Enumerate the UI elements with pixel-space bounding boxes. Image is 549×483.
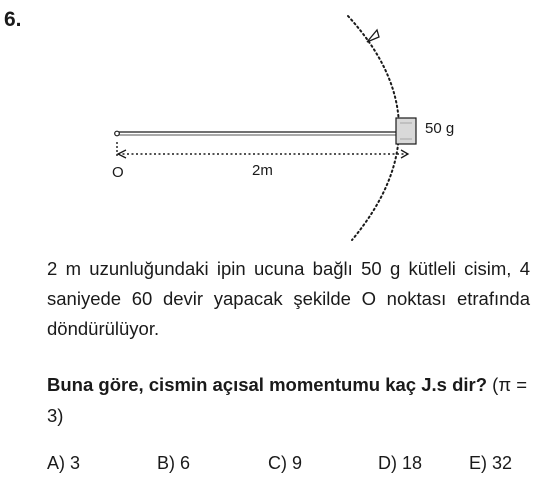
choice-e[interactable]: E) 32: [469, 453, 513, 473]
question-number: 6.: [4, 8, 22, 31]
mass-block: [396, 118, 416, 144]
choice-a[interactable]: A) 3: [47, 453, 81, 473]
prompt-bold: Buna göre, cismin açısal momentumu kaç J.s dir?: [47, 374, 488, 395]
choice-c[interactable]: C) 9: [268, 453, 303, 473]
left-arrowhead: [118, 150, 126, 158]
question-prompt: [47, 369, 530, 431]
circular-path: [348, 16, 399, 240]
direction-arrow: [367, 30, 379, 42]
question-text: 2 m uzunluğundaki ipin ucuna bağlı 50 g kütleli cisim, 4 saniyede 60 devir yapacak şekilde O noktası etrafında döndürülüyor.: [47, 258, 530, 339]
mass-label: 50 g: [425, 120, 455, 137]
choice-d[interactable]: D) 18: [378, 453, 423, 473]
choice-b[interactable]: B) 6: [157, 453, 191, 473]
length-label: 2m: [252, 162, 273, 179]
origin-label: O: [112, 164, 124, 181]
prompt-note: (π = 3): [47, 374, 528, 426]
origin-point: [115, 131, 120, 136]
